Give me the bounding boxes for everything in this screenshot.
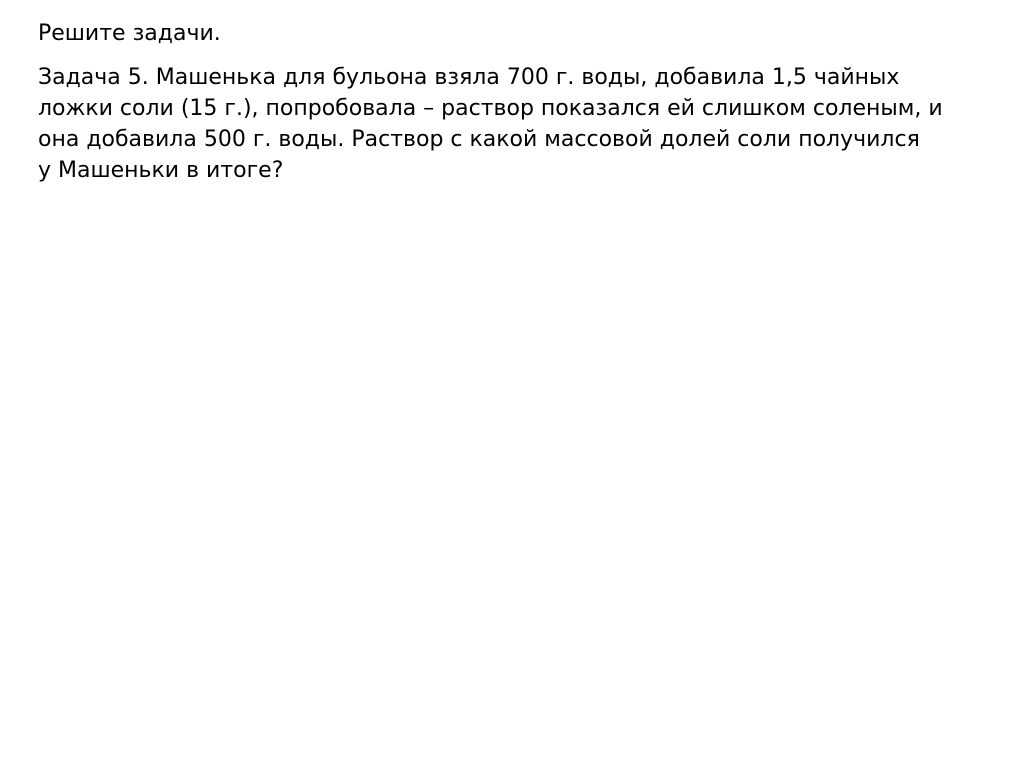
page-title: Решите задачи. (38, 21, 221, 46)
task-line: Задача 5. Машенька для бульона взяла 700 г. воды, добавила 1,5 чайных (38, 65, 900, 90)
task-text (38, 62, 998, 186)
task-line: она добавила 500 г. воды. Раствор с какой массовой долей соли получился (38, 127, 920, 152)
task-line: у Машеньки в итоге? (38, 158, 284, 183)
task-line: ложки соли (15 г.), попробовала – раствор показался ей слишком соленым, и (38, 96, 943, 121)
